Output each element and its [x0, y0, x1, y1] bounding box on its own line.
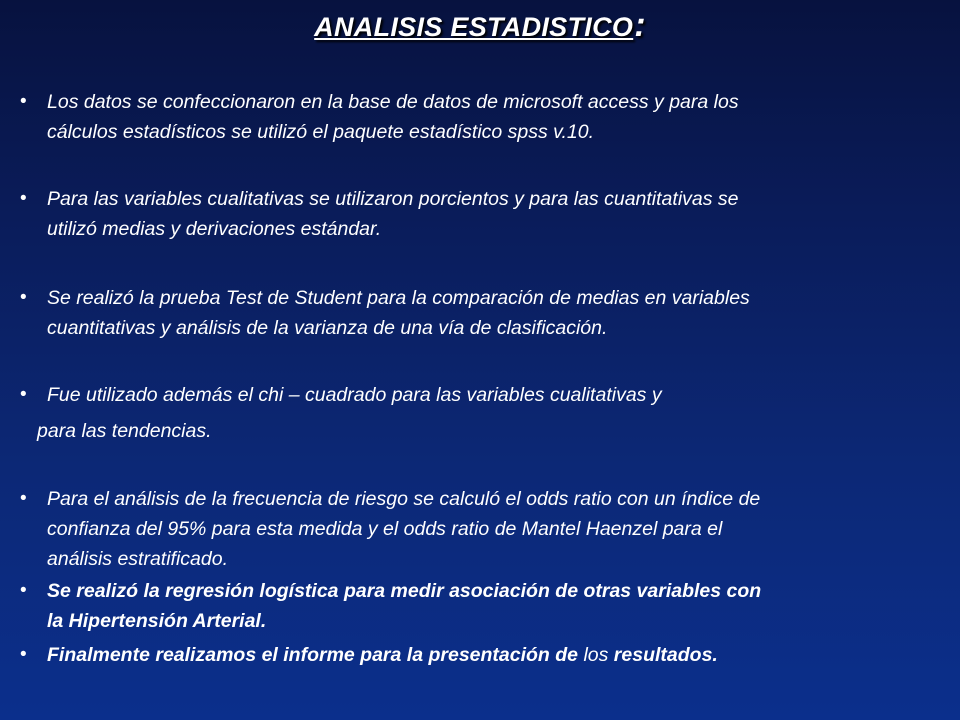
bullet-text: [47, 380, 937, 410]
bullet-text: [47, 576, 937, 636]
bullet-text-plain: los: [583, 644, 609, 666]
bullet-line: Se realizó la regresión logística para medir asociación de otras variables con: [47, 580, 762, 602]
slide-title-text: ANALISIS ESTADISTICO: [314, 12, 634, 42]
bullet-marker: •: [20, 188, 27, 209]
bullet-marker: •: [20, 644, 27, 665]
bullet-marker: •: [20, 580, 27, 601]
bullet-line: análisis estratificado.: [47, 548, 229, 570]
slide-title-colon: :: [634, 6, 646, 44]
bullet-line: cuantitativas y análisis de la varianza de una vía de clasificación.: [47, 317, 608, 339]
bullet-text: [47, 640, 937, 670]
bullet-marker: •: [20, 384, 27, 405]
bullet-line: [47, 640, 937, 670]
bullet-line: Fue utilizado además el chi – cuadrado para las variables cualitativas y: [47, 384, 662, 406]
bullet-line: Los datos se confeccionaron en la base de datos de microsoft access y para los: [47, 91, 739, 113]
bullet-text: [47, 184, 937, 244]
bullet-marker: •: [20, 287, 27, 308]
bullet-line: confianza del 95% para esta medida y el odds ratio de Mantel Haenzel para el: [47, 518, 723, 540]
bullet-text-bold: resultados.: [613, 644, 718, 666]
bullet-marker: •: [20, 91, 27, 112]
bullet-line: la Hipertensión Arterial.: [47, 610, 267, 632]
slide-title: [0, 6, 960, 45]
bullet-continuation-line: para las tendencias.: [37, 420, 212, 442]
bullet-line: Se realizó la prueba Test de Student para la comparación de medias en variables: [47, 287, 750, 309]
bullet-line: Para las variables cualitativas se utilizaron porcientos y para las cuantitativas se: [47, 188, 739, 210]
bullet-text-bold: Finalmente realizamos el informe para la presentación de: [47, 644, 579, 666]
bullet-line: cálculos estadísticos se utilizó el paquete estadístico spss v.10.: [47, 121, 595, 143]
bullet-text: [47, 87, 937, 147]
bullet-line: Para el análisis de la frecuencia de riesgo se calculó el odds ratio con un índice de: [47, 488, 761, 510]
bullet-text: [47, 283, 937, 343]
bullet-marker: •: [20, 488, 27, 509]
bullet-text: [47, 484, 937, 574]
bullet-line: utilizó medias y derivaciones estándar.: [47, 218, 382, 240]
